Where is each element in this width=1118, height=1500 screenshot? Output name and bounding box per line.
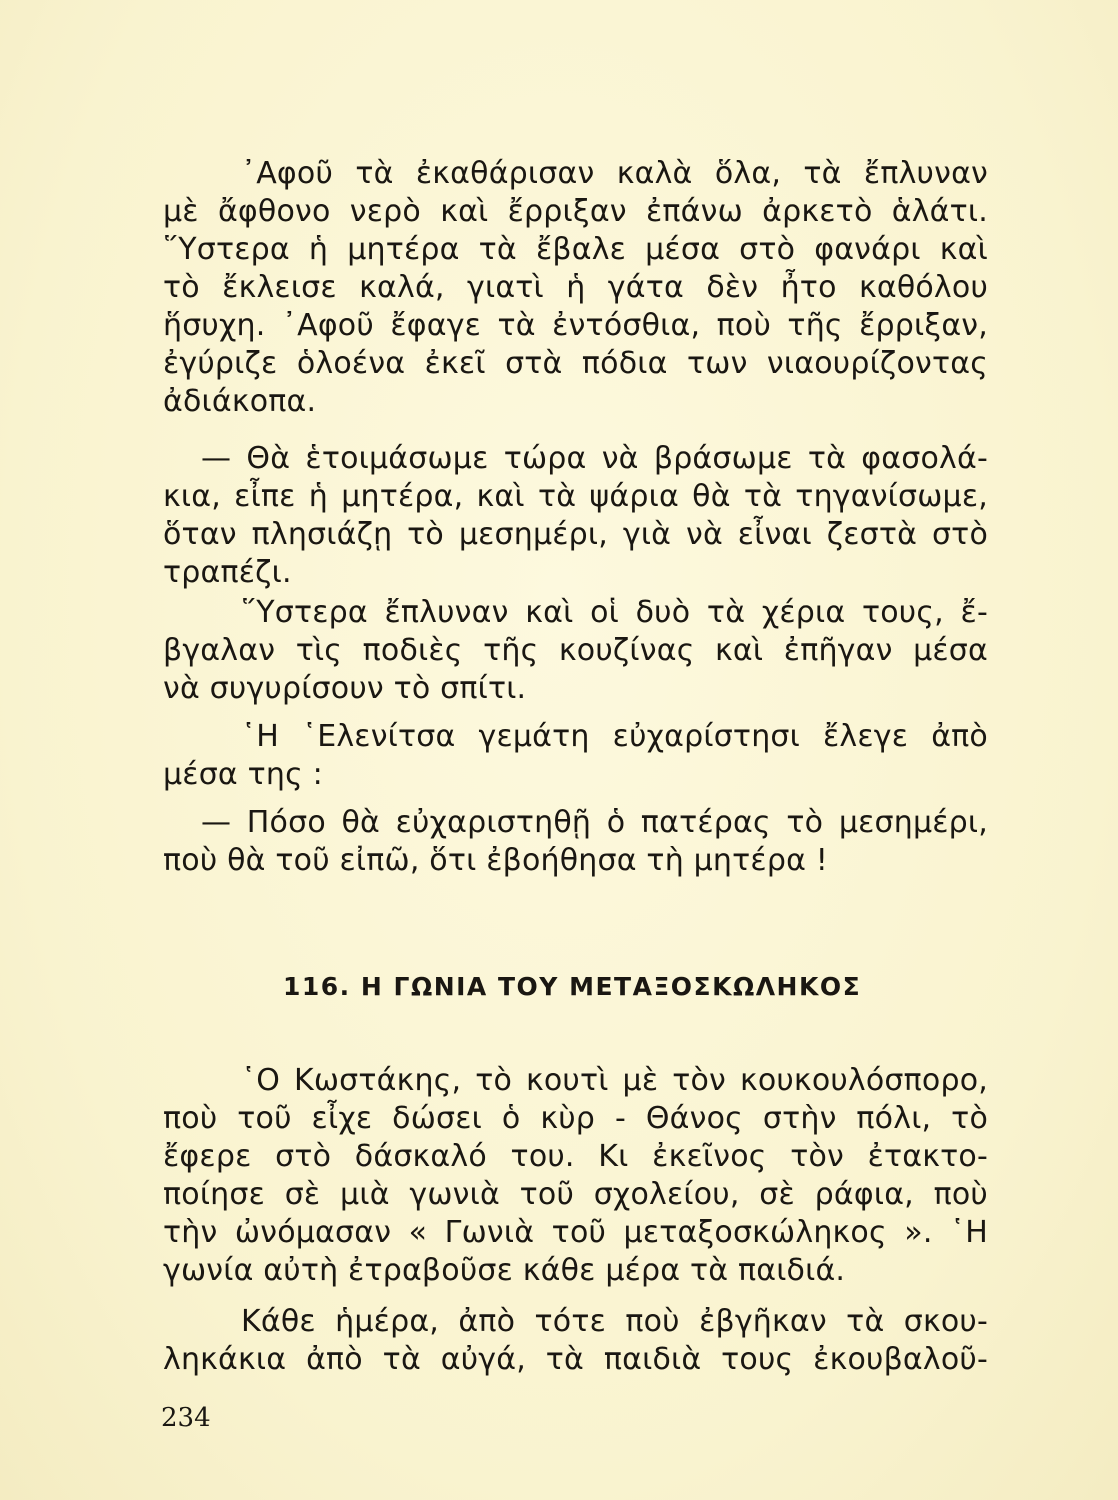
text-line: νὰ συγυρίσουν τὸ σπίτι. xyxy=(163,671,527,706)
paragraph-7 xyxy=(163,1303,988,1379)
text-line: ποὺ τοῦ εἶχε δώσει ὁ κὺρ - Θάνος στὴν πόλι, τὸ xyxy=(163,1101,988,1136)
text-line: ἐγύριζε ὁλοένα ἐκεῖ στὰ πόδια των νιαουρίζοντας xyxy=(163,346,988,381)
text-line: ῞Υστερα ἔπλυναν καὶ οἱ δυὸ τὰ χέρια τους, ἔ- xyxy=(241,595,988,630)
text-line: ἥσυχη. ᾿Αφοῦ ἔφαγε τὰ ἐντόσθια, ποὺ τῆς ἔρριξαν, xyxy=(163,308,988,343)
text-line: ποὺ θὰ τοῦ εἰπῶ, ὅτι ἐβοήθησα τὴ μητέρα ! xyxy=(163,843,829,878)
text-line: τραπέζι. xyxy=(163,555,292,590)
paragraph-6 xyxy=(163,1062,988,1290)
text-line: ῞Υστερα ἡ μητέρα τὰ ἔβαλε μέσα στὸ φανάρι καὶ xyxy=(163,232,988,267)
text-line: γωνία αὐτὴ ἐτραβοῦσε κάθε μέρα τὰ παιδιά. xyxy=(163,1253,846,1288)
paragraph-1 xyxy=(163,155,988,421)
text-line: ῾Η ῾Ελενίτσα γεμάτη εὐχαρίστησι ἔλεγε ἀπὸ xyxy=(241,719,988,754)
paragraph-2 xyxy=(163,440,988,592)
text-line: ἀδιάκοπα. xyxy=(163,384,317,419)
text-line: ληκάκια ἀπὸ τὰ αὐγά, τὰ παιδιὰ τους ἐκουβαλοῦ- xyxy=(163,1342,988,1377)
paragraph-5 xyxy=(163,804,988,880)
paragraph-4 xyxy=(163,718,988,794)
text-line: ὅταν πλησιάζῃ τὸ μεσημέρι, γιὰ νὰ εἶναι ζεστὰ στὸ xyxy=(163,517,988,552)
text-line: τὴν ὠνόμασαν « Γωνιὰ τοῦ μεταξοσκώληκος ». ῾Η xyxy=(163,1215,988,1250)
text-line: ἔφερε στὸ δάσκαλό του. Κι ἐκεῖνος τὸν ἐτακτο- xyxy=(163,1139,988,1174)
paragraph-3 xyxy=(163,594,988,708)
text-line: μέσα της : xyxy=(163,757,323,792)
text-line: βγαλαν τὶς ποδιὲς τῆς κουζίνας καὶ ἐπῆγαν μέσα xyxy=(163,633,988,668)
section-heading: 116. Η ΓΩΝΙΑ ΤΟΥ ΜΕΤΑΞΟΣΚΩΛΗΚΟΣ xyxy=(283,972,862,1001)
text-line: τὸ ἔκλεισε καλά, γιατὶ ἡ γάτα δὲν ἦτο καθόλου xyxy=(163,270,988,305)
text-line: ποίησε σὲ μιὰ γωνιὰ τοῦ σχολείου, σὲ ράφια, ποὺ xyxy=(163,1177,988,1212)
text-line: μὲ ἄφθονο νερὸ καὶ ἔρριξαν ἐπάνω ἀρκετὸ ἁλάτι. xyxy=(163,194,988,229)
text-line: Κάθε ἡμέρα, ἀπὸ τότε ποὺ ἐβγῆκαν τὰ σκου- xyxy=(241,1304,988,1339)
text-line: — Πόσο θὰ εὐχαριστηθῇ ὁ πατέρας τὸ μεσημέρι, xyxy=(201,805,988,840)
text-line: ᾿Αφοῦ τὰ ἐκαθάρισαν καλὰ ὅλα, τὰ ἔπλυναν xyxy=(241,156,988,191)
page-number: 234 xyxy=(161,1403,211,1433)
text-line: κια, εἶπε ἡ μητέρα, καὶ τὰ ψάρια θὰ τὰ τηγανίσωμε, xyxy=(163,479,988,514)
text-line: ῾Ο Κωστάκης, τὸ κουτὶ μὲ τὸν κουκουλόσπορο, xyxy=(241,1063,988,1098)
text-line: — Θὰ ἑτοιμάσωμε τώρα νὰ βράσωμε τὰ φασολά- xyxy=(201,441,988,476)
